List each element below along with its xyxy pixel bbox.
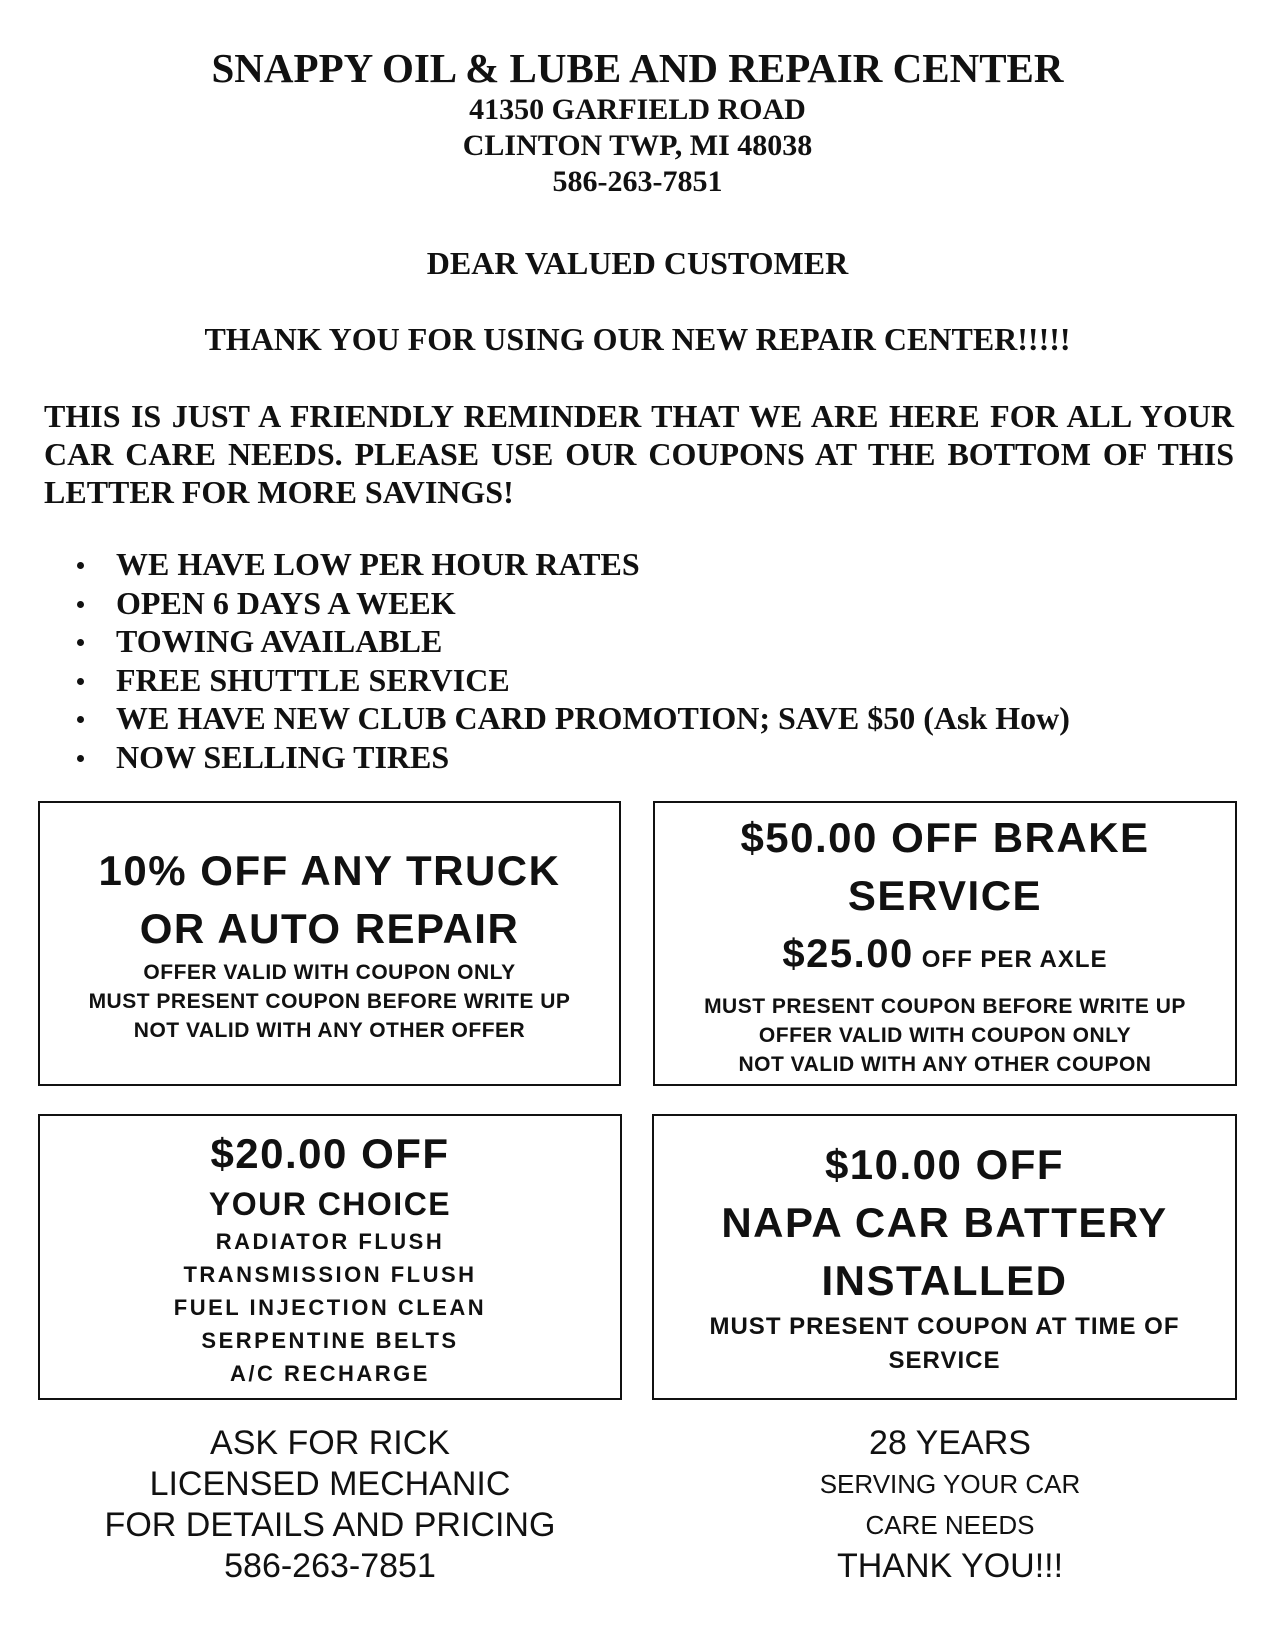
bullet-icon [77, 639, 84, 646]
list-item: OPEN 6 DAYS A WEEK [44, 584, 1194, 623]
coupon-brake [653, 801, 1237, 1086]
footer-line: 28 YEARS [869, 1424, 1031, 1462]
thanks-line: THANK YOU FOR USING OUR NEW REPAIR CENTER!!!!! [204, 321, 1071, 357]
coupon-subhead: YOUR CHOICE [208, 1185, 452, 1222]
footer-contact [60, 1423, 600, 1587]
service-item: RADIATOR FLUSH [215, 1228, 445, 1254]
coupon-headline: $10.00 OFF [824, 1141, 1065, 1188]
bullet-icon [77, 678, 84, 685]
footer-line: SERVING YOUR CAR [819, 1469, 1081, 1499]
coupon-headline: INSTALLED [821, 1257, 1068, 1304]
coupon-battery [652, 1114, 1237, 1400]
footer-line: FOR DETAILS AND PRICING [104, 1506, 556, 1544]
service-item: TRANSMISSION FLUSH [183, 1261, 477, 1287]
footer-line: CARE NEEDS [865, 1510, 1035, 1540]
coupon-terms: NOT VALID WITH ANY OTHER COUPON [738, 1052, 1152, 1076]
service-item: A/C RECHARGE [230, 1360, 430, 1386]
list-item: TOWING AVAILABLE [44, 622, 1194, 661]
footer-phone: 586-263-7851 [224, 1547, 436, 1585]
list-item: WE HAVE NEW CLUB CARD PROMOTION; SAVE $50 (Ask How) [44, 699, 1194, 738]
coupon-choice [38, 1114, 622, 1400]
coupon-terms: MUST PRESENT COUPON BEFORE WRITE UP [704, 994, 1186, 1018]
list-item: NOW SELLING TIRES [44, 738, 1194, 777]
address-street: 41350 GARFIELD ROAD [469, 93, 806, 126]
coupon-headline: 10% OFF ANY TRUCK [98, 847, 561, 894]
coupon-headline: $50.00 OFF BRAKE [740, 813, 1150, 861]
coupon-terms: OFFER VALID WITH COUPON ONLY [143, 961, 516, 984]
bullet-icon [77, 716, 84, 723]
coupon-headline: SERVICE [847, 871, 1043, 919]
coupon-headline: OR AUTO REPAIR [139, 905, 520, 952]
coupon-terms: SERVICE [888, 1347, 1001, 1374]
coupon-terms: NOT VALID WITH ANY OTHER OFFER [133, 1019, 526, 1042]
axle-amount: $25.00 [782, 931, 914, 976]
axle-offer [782, 925, 1107, 992]
coupon-terms: MUST PRESENT COUPON BEFORE WRITE UP [88, 990, 571, 1013]
coupon-repair [38, 801, 621, 1086]
coupon-headline: $20.00 OFF [210, 1129, 450, 1177]
footer-line: ASK FOR RICK [210, 1424, 450, 1462]
greeting: DEAR VALUED CUSTOMER [426, 245, 849, 281]
bullet-icon [77, 601, 84, 608]
bullet-icon [77, 755, 84, 762]
service-item: FUEL INJECTION CLEAN [173, 1294, 487, 1320]
footer-line: THANK YOU!!! [836, 1547, 1064, 1585]
coupon-terms: MUST PRESENT COUPON AT TIME OF [709, 1313, 1180, 1340]
coupon-terms: OFFER VALID WITH COUPON ONLY [758, 1023, 1132, 1047]
coupon-headline: NAPA CAR BATTERY [721, 1199, 1168, 1246]
footer-tagline [680, 1423, 1220, 1587]
header-phone: 586-263-7851 [552, 165, 723, 198]
feature-list [44, 545, 1194, 776]
company-name: SNAPPY OIL & LUBE AND REPAIR CENTER [211, 45, 1064, 91]
reminder-paragraph: THIS IS JUST A FRIENDLY REMINDER THAT WE ARE HERE FOR ALL YOUR CAR CARE NEEDS. PLEASE USE OUR COUPONS AT THE BOTTOM OF THIS LETTER FOR MORE SAVINGS! [44, 398, 1234, 510]
footer-line: LICENSED MECHANIC [149, 1465, 511, 1503]
list-item: WE HAVE LOW PER HOUR RATES [44, 545, 1194, 584]
address-city: CLINTON TWP, MI 48038 [462, 129, 813, 162]
bullet-icon [77, 562, 84, 569]
service-item: SERPENTINE BELTS [201, 1327, 459, 1353]
list-item: FREE SHUTTLE SERVICE [44, 661, 1194, 700]
axle-text: OFF PER AXLE [921, 945, 1108, 973]
